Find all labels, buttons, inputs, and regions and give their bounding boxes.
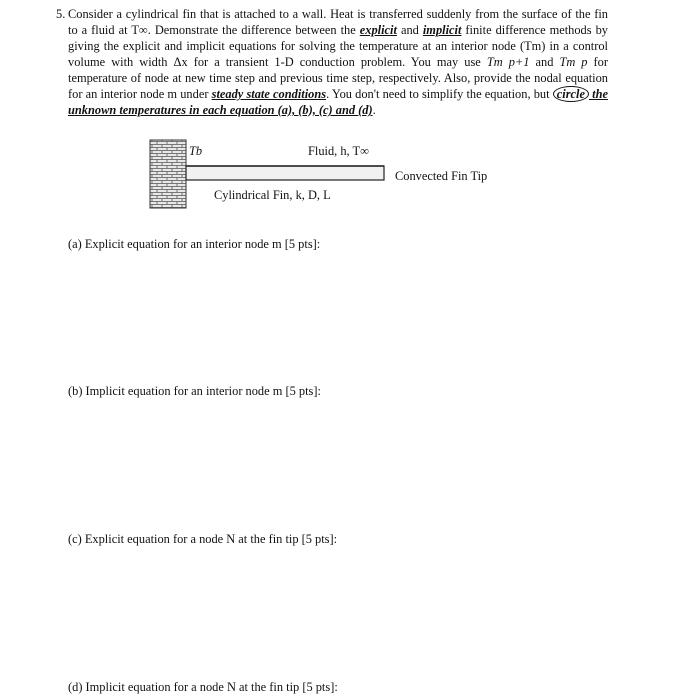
symbol-tm-new: Tm p+1 (486, 55, 530, 69)
circled-word: circle (553, 86, 589, 102)
part-c-label: (c) Explicit equation for a node N at the fin tip [5 pts]: (68, 532, 338, 546)
question-end: . (372, 103, 376, 117)
part-a-label: (a) Explicit equation for an interior node m [5 pts]: (68, 237, 321, 251)
question-tail: the unknown temperatures in each equation (a), (b), (c) and (d) (68, 87, 608, 117)
question-5 (56, 6, 608, 118)
fin-rod (186, 166, 384, 180)
symbol-tm-old: Tm p (559, 55, 588, 69)
text-and: and (396, 23, 423, 37)
answer-space-c[interactable] (68, 549, 608, 674)
keyword-explicit: explicit (359, 23, 397, 37)
answer-space-b[interactable] (68, 401, 608, 526)
answer-space-a[interactable] (68, 254, 608, 374)
part-b-label: (b) Implicit equation for an interior node m [5 pts]: (68, 384, 321, 398)
fluid-label: Fluid, h, T∞ (308, 144, 369, 158)
question-intro: Consider a cylindrical fin that is attached to a wall. Heat is transferred suddenly from the surface of the fin to a fluid at T∞. Demonstrate the difference between the (68, 7, 608, 37)
question-number: 5. (56, 7, 66, 21)
keyword-steady-state: steady state conditions (211, 87, 327, 101)
fin-label: Cylindrical Fin, k, D, L (214, 188, 331, 202)
fin-figure (0, 138, 682, 218)
question-mid: finite difference methods by giving the explicit and implicit equations for solving the temperature at an interior node (Tm) in a control volume with width Δx for a transient 1-D conduction problem. You may use (68, 23, 608, 69)
part-d-label: (d) Implicit equation for a node N at the fin tip [5 pts]: (68, 680, 338, 694)
text-and-2: and (529, 55, 560, 69)
tip-label: Convected Fin Tip (395, 169, 488, 183)
question-mid-3: . You don't need to simplify the equation, but (326, 87, 553, 101)
keyword-implicit: implicit (422, 23, 462, 37)
tb-label: Tb (189, 144, 203, 158)
question-mid-2: for temperature of node at new time step and previous time step, respectively. Also, provide the nodal equation for an interior node m under (68, 55, 608, 101)
wall (150, 140, 186, 208)
